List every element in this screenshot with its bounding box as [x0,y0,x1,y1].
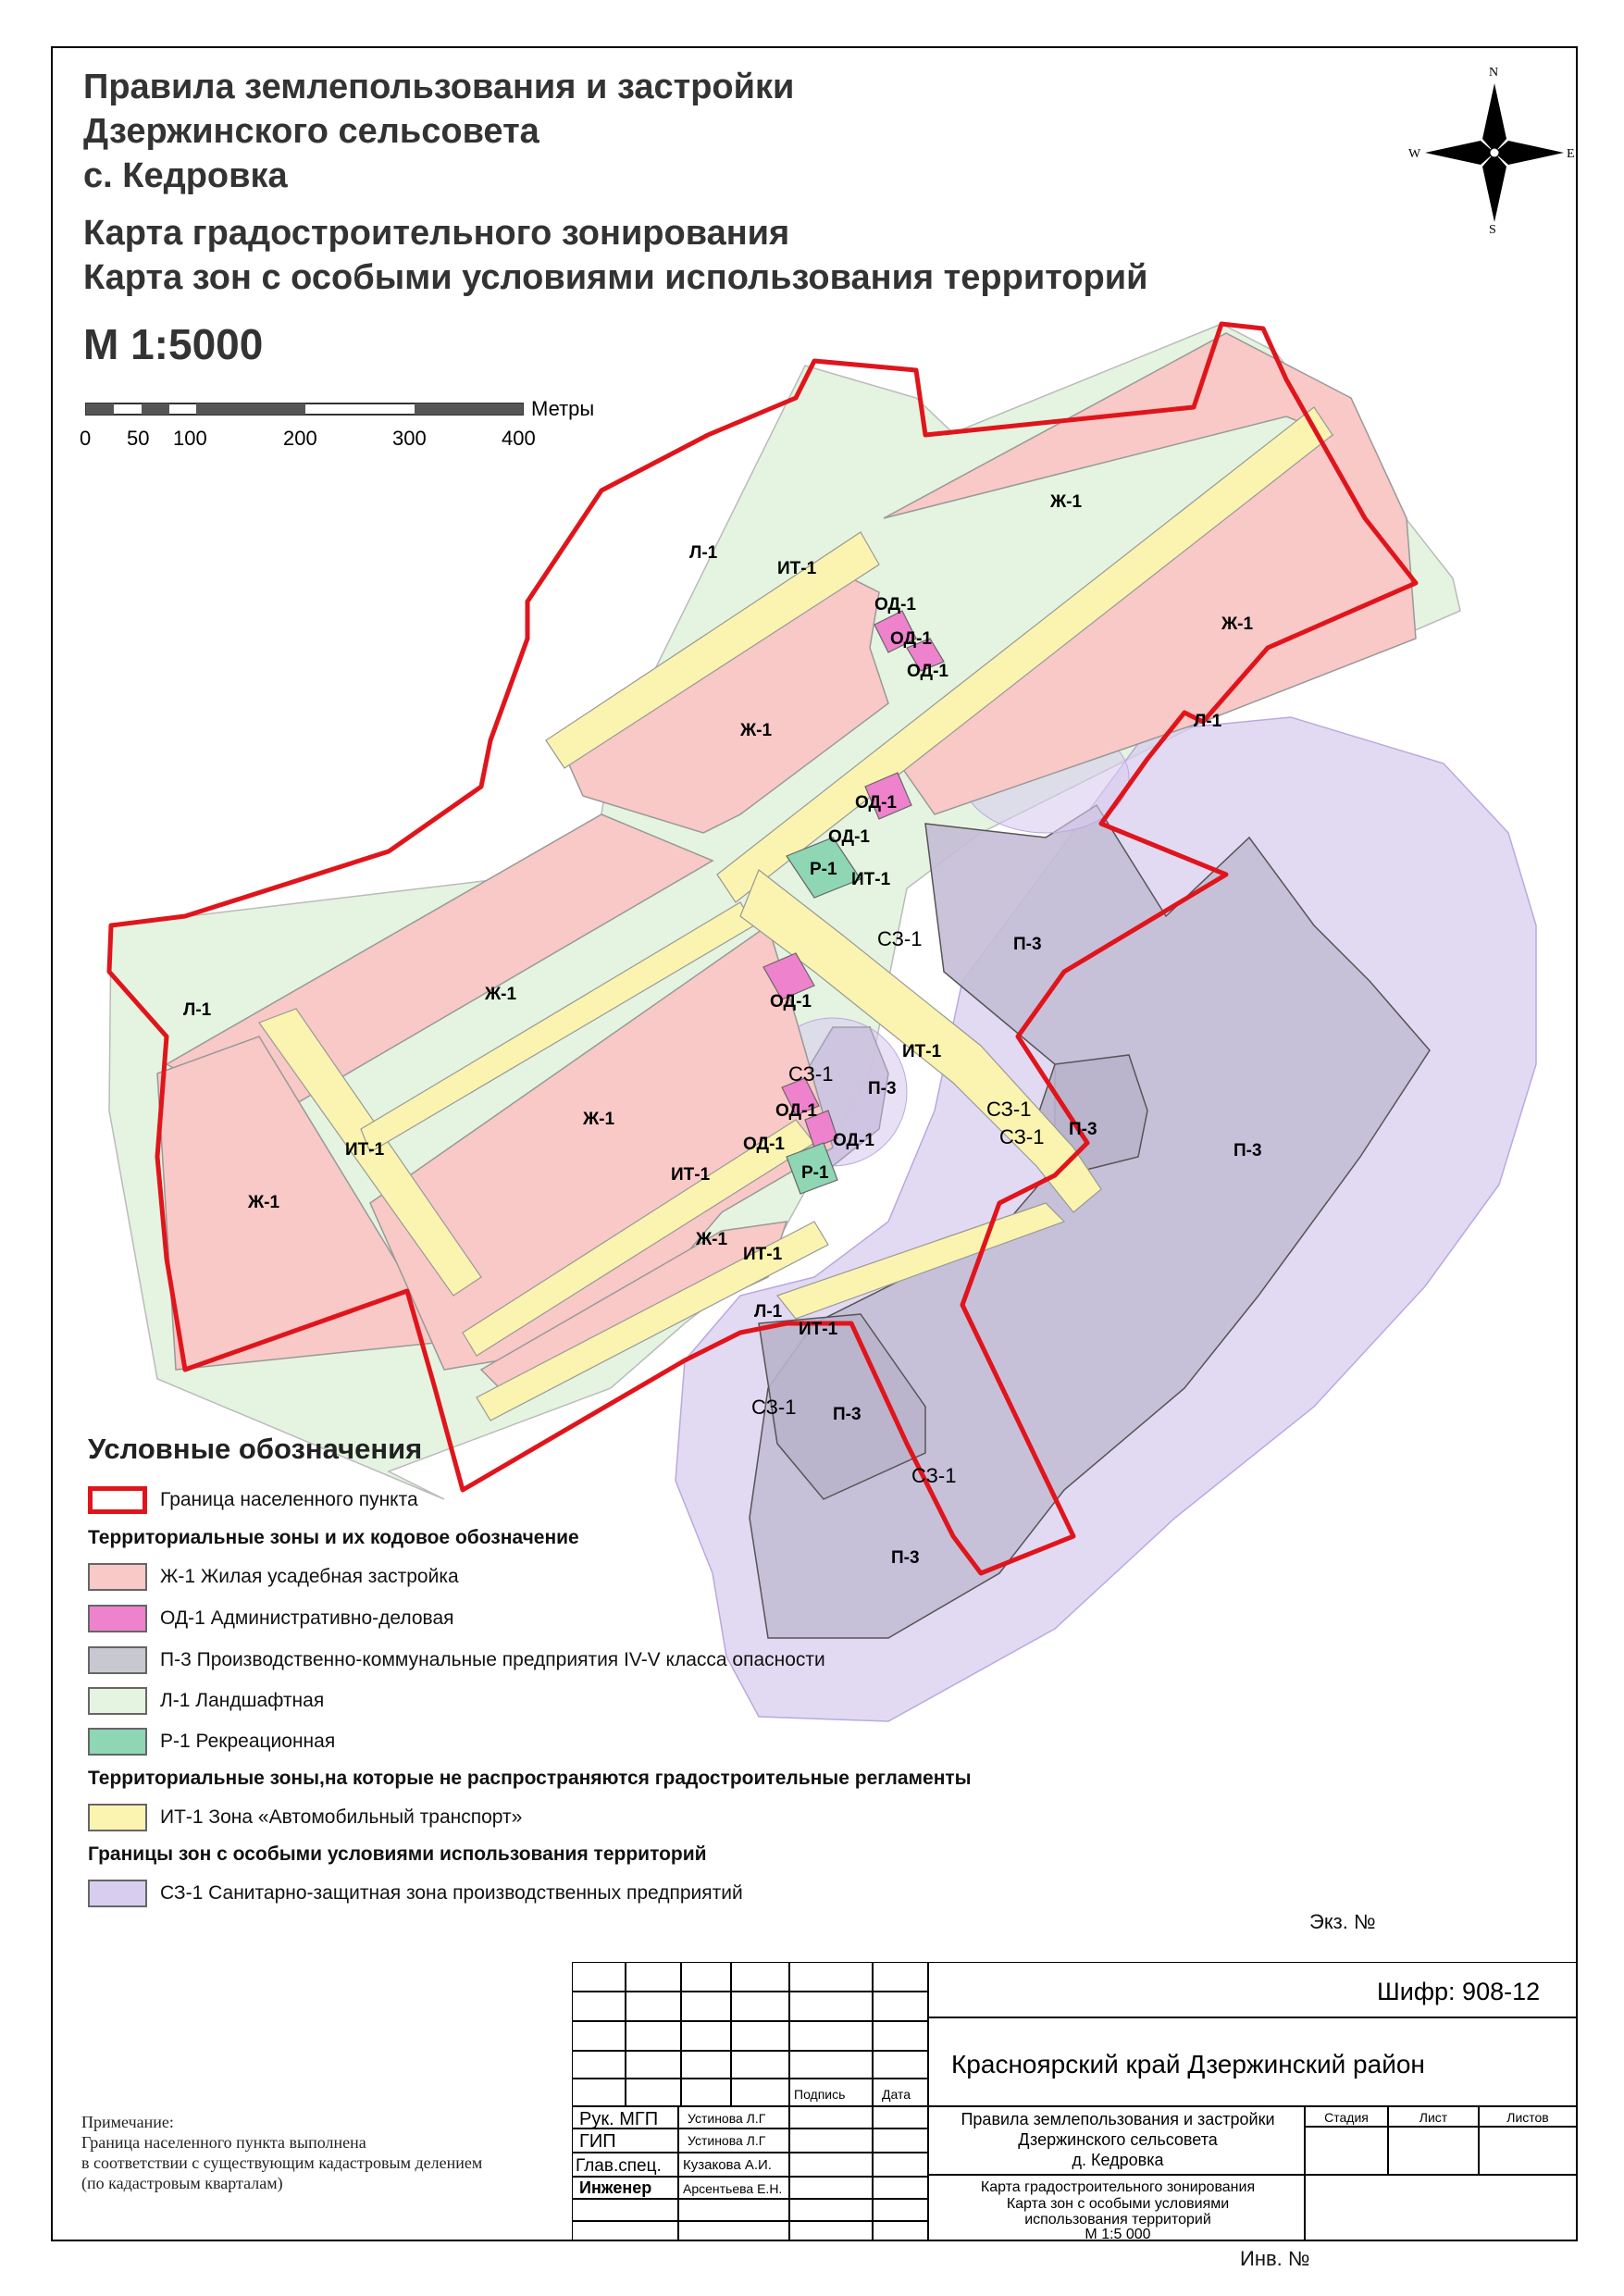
stamp-role-4: Инженер [579,2178,652,2197]
legend-item-od1 [88,1604,454,1633]
compass-w: W [1408,147,1421,161]
label-it1-1: ИТ-1 [777,559,817,578]
label-zh1-4: Ж-1 [485,985,517,1004]
compass-rose-icon [1408,66,1575,237]
stamp-role-2: ГИП [579,2131,616,2152]
label-it1-2: ИТ-1 [851,870,891,889]
scale-tick-400: 400 [502,427,536,450]
legend-label-zh1: Ж-1 Жилая усадебная застройка [160,1566,459,1587]
stamp-role-3: Глав.спец. [576,2156,662,2176]
stamp-sheet-1: Карта градостроительного зонирования [980,2179,1256,2195]
legend-swatch-zh1 [88,1563,147,1591]
legend-label-sz1: СЗ-1 Санитарно-защитная зона производственных предприятий [160,1882,743,1904]
legend-border-swatch [88,1486,147,1514]
title-block [572,1962,1578,2241]
label-it1-7: ИТ-1 [799,1320,838,1339]
label-od1-5: ОД-1 [828,827,870,847]
stamp-sheet-4: М 1:5 000 [1085,2227,1151,2241]
legend-group-1: Территориальные зоны и их кодовое обозначение [88,1527,579,1548]
scale-tick-200: 200 [283,427,317,450]
legend-label-r1: Р-1 Рекреационная [160,1731,336,1752]
compass-n: N [1489,66,1499,80]
subtitle-line-1: Карта градостроительного зонирования [83,214,790,253]
stamp-project-3: д. Кедровка [1072,2151,1164,2169]
stamp-region: Красноярский край Дзержинский район [951,2050,1425,2079]
stamp-name-4: Арсентьева Е.Н. [683,2181,783,2196]
label-p3-5: П-3 [833,1405,862,1424]
legend-title: Условные обозначения [88,1433,423,1465]
label-od1-2: ОД-1 [890,629,932,649]
legend-label-it1: ИТ-1 Зона «Автомобильный транспорт» [160,1806,523,1828]
stamp-col-sheet: Лист [1419,2110,1448,2125]
label-sz1-4: СЗ-1 [999,1125,1045,1148]
stamp-name-1: Устинова Л.Г [688,2111,766,2126]
compass-s: S [1489,223,1496,237]
label-sz1-1: СЗ-1 [877,927,923,950]
title-line-1: Правила землепользования и застройки [83,68,795,106]
legend-item-p3 [88,1645,825,1675]
stamp-project-2: Дзержинского сельсовета [1018,2130,1218,2149]
legend-item-zh1 [88,1562,459,1592]
stamp-col-stage: Стадия [1324,2110,1369,2125]
label-it1-4: ИТ-1 [345,1140,385,1160]
label-od1-7: ОД-1 [775,1101,817,1121]
label-l1-4: Л-1 [754,1302,783,1322]
map-scale-title: М 1:5000 [83,320,264,368]
legend-swatch-r1 [88,1728,147,1756]
legend-swatch-p3 [88,1646,147,1674]
note-line-3: в соответствии с существующим кадастровым делением [81,2153,483,2172]
label-sz1-3: СЗ-1 [986,1098,1032,1121]
label-zh1-2: Ж-1 [1221,614,1254,634]
label-zh1-5: Ж-1 [583,1110,615,1129]
stamp-code: Шифр: 908-12 [1377,1978,1541,2005]
note-line-1: Примечание: [81,2113,174,2131]
legend-border-label: Граница населенного пункта [160,1489,418,1510]
label-sz1-5: СЗ-1 [751,1396,797,1419]
label-sz1-6: СЗ-1 [911,1464,957,1487]
scale-tick-300: 300 [392,427,427,450]
label-od1-4: ОД-1 [855,793,897,813]
note-line-2: Граница населенного пункта выполнена [81,2133,366,2152]
label-it1-3: ИТ-1 [902,1042,942,1061]
label-od1-3: ОД-1 [907,662,948,681]
stamp-col-date: Дата [882,2087,911,2102]
label-r1-2: Р-1 [801,1163,829,1183]
label-p3-1: П-3 [1013,935,1042,954]
stamp-sheet-2: Карта зон с особыми условиями [1006,2196,1230,2212]
legend-label-l1: Л-1 Ландшафтная [160,1690,325,1711]
legend-swatch-sz1 [88,1880,147,1907]
subtitle-line-2: Карта зон с особыми условиями использования территорий [83,258,1148,297]
label-it1-5: ИТ-1 [671,1165,711,1185]
stamp-col-sheets: Листов [1506,2110,1549,2125]
inv-label: Инв. № [1240,2247,1310,2270]
stamp-project-1: Правила землепользования и застройки [961,2110,1275,2128]
legend-label-p3: П-3 Производственно-коммунальные предприятия IV-V класса опасности [160,1649,825,1670]
scale-unit: Метры [531,397,595,420]
label-it1-6: ИТ-1 [743,1245,783,1264]
label-zh1-1: Ж-1 [1050,492,1083,512]
label-l1-2: Л-1 [1194,712,1222,731]
stamp-name-3: Кузакова А.И. [683,2157,772,2173]
label-zh1-6: Ж-1 [248,1193,280,1212]
note-line-4: (по кадастровым кварталам) [81,2174,283,2192]
label-p3-3: П-3 [1069,1120,1097,1139]
ekz-label: Экз. № [1309,1910,1376,1933]
label-p3-6: П-3 [891,1548,920,1568]
label-zh1-7: Ж-1 [696,1230,728,1249]
legend-group-2: Территориальные зоны,на которые не распространяются градостроительные регламенты [88,1768,972,1789]
label-p3-2: П-3 [868,1079,897,1098]
stamp-col-sign: Подпись [794,2087,846,2102]
legend-border-row [88,1485,418,1515]
legend-group-3: Границы зон с особыми условиями использования территорий [88,1843,707,1865]
label-od1-8: ОД-1 [743,1135,785,1154]
label-od1-9: ОД-1 [833,1131,874,1150]
legend-item-r1 [88,1727,335,1756]
scale-tick-100: 100 [173,427,207,450]
label-r1-1: Р-1 [810,860,837,879]
legend-swatch-l1 [88,1687,147,1715]
label-l1-3: Л-1 [183,1000,212,1020]
note-block [81,2112,482,2193]
legend-swatch-it1 [88,1804,147,1831]
label-od1-1: ОД-1 [874,595,916,614]
scale-bar [80,397,594,450]
scale-tick-0: 0 [80,427,92,450]
label-l1-1: Л-1 [689,543,718,563]
legend-label-od1: ОД-1 Административно-деловая [160,1607,454,1629]
title-line-3: с. Кедровка [83,156,288,195]
legend-item-l1 [88,1686,324,1716]
legend-item-it1 [88,1803,522,1832]
compass-e: E [1567,147,1575,161]
label-od1-6: ОД-1 [770,992,812,1011]
title-line-2: Дзержинского сельсовета [83,112,539,151]
legend-swatch-od1 [88,1605,147,1632]
label-p3-4: П-3 [1233,1141,1262,1160]
label-sz1-2: СЗ-1 [788,1062,834,1086]
scale-tick-50: 50 [127,427,150,450]
label-zh1-3: Ж-1 [740,721,773,740]
stamp-name-2: Устинова Л.Г [688,2133,766,2148]
stamp-role-1: Рук. МГП [579,2109,659,2129]
legend-item-sz1 [88,1879,743,1908]
stamp-sheet-3: использования территорий [1024,2212,1211,2228]
